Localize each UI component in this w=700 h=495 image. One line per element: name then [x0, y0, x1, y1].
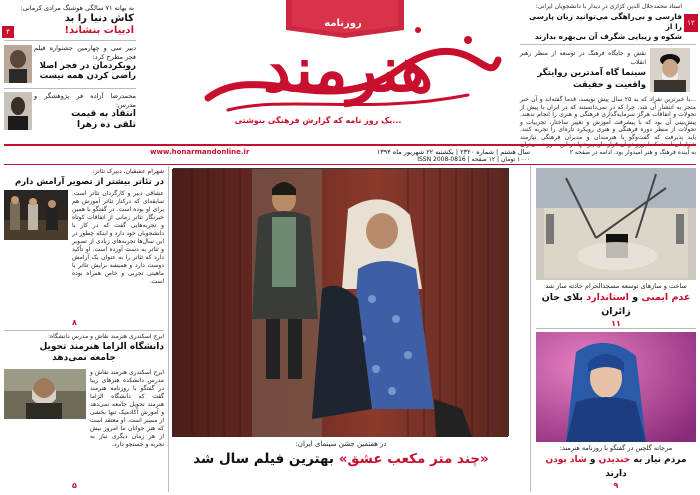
top-left-story — [4, 4, 134, 38]
left-item-1-headline-2: راضی کردن همه نیست — [39, 71, 136, 81]
top-right-sub — [520, 50, 646, 94]
mecca-page: ۱۱ — [611, 318, 621, 328]
masthead — [168, 0, 520, 150]
center-story — [173, 440, 509, 492]
left-item-1 — [34, 44, 136, 84]
center-headline-rest: بهترین فیلم سال شد — [193, 450, 334, 467]
column-rule-left — [168, 166, 169, 492]
top-right-lead: استاد محمدجلال الدین کزازی در دیدار با دانشجویان ایرانی: — [535, 3, 682, 10]
left-item-2 — [34, 92, 136, 132]
theater-page: ۸ — [72, 318, 77, 327]
actress-story — [536, 444, 696, 492]
actress-headline — [536, 453, 696, 481]
left-item-2-lead: محمدرضا آزاده فر پژوهشگر و مدرس: — [34, 92, 136, 109]
film-director-portrait — [4, 45, 32, 83]
theater-story — [4, 168, 164, 330]
actress-headline-mid: و — [589, 454, 596, 465]
column-rule-right — [530, 166, 531, 492]
editorial-body: ...با خبرترین نفراد که به ۲۵ سال پیش نویسد، قدما گفته‌اند و آن خبر منجر به انتشار آن شد. چرا که در نمی‌دانستند که در ایران با پیش از تحولات و اتفاقات هرگز سرمایه‌گذاری فرهنگی و هنری را انجام ندهند. پیش‌بینی آن بود که با پیشرفت آموزش و تغییر ساختار، تجربیات و تحولات از منظر دوره فرهنگی و هنری رویکرد تازه‌ای را تجربه کنند. باید پذیرفت که گفت‌وگو با هنرمندان و مدیران فرهنگی نیازمند به آینده فرهنگ و هنر امیدوار بود. ادامه در صفحه ۲ — [520, 96, 696, 156]
top-left-lead: به بهانه ۷۱ سالگی هوشنگ مرادی کرمانی: — [20, 4, 134, 12]
divider — [520, 44, 696, 45]
website: www.honarmandonline.ir — [150, 148, 250, 156]
header-rule — [4, 144, 696, 146]
university-headline-1: دانشگاه الزاما هنرمند تحویل — [39, 341, 164, 352]
divider — [4, 88, 136, 89]
top-right-sub-lead: نقش و جایگاه فرهنگ در توسعه از منظر رهبر انقلاب — [520, 50, 646, 66]
actress-photo — [536, 332, 696, 442]
actress-headline-post: دارند — [605, 468, 627, 479]
university-story — [4, 333, 164, 493]
actress-headline-pre: مردم نیاز به — [633, 454, 687, 465]
researcher-portrait — [4, 92, 32, 130]
actress-headline-red-1: خندیدن — [598, 454, 631, 465]
left-item-1-headline-1: رویکردمان در فجر اصلا — [39, 61, 136, 71]
top-right-story — [520, 3, 682, 43]
university-lead: ایرج اسکندری هنرمند نقاش و مدرس دانشگاه: — [48, 333, 164, 340]
film-still-photo — [173, 168, 509, 436]
mecca-crane-photo — [536, 168, 696, 280]
top-right-headline-1: فارسی و بی‌راهگی می‌توانید زبان پارسی را از — [529, 11, 682, 31]
top-right-page-badge: ۱۲ — [684, 14, 698, 32]
top-right-headline-2: شکوه و زیبایی شگرف آن بی‌بهره بدارند — [534, 31, 682, 41]
university-body: ایرج اسکندری هنرمند نقاش و مدرس دانشکده هنرهای زیبا در گفتگو با روزنامه هنرمند گفت که دانشگاه الزاما هنرمند تحویل جامعه نمی‌دهد و آموزش آکادمیک تنها بخشی از مسیر است. او معتقد است که هنر جوانان ما امروز بیش از هر زمان دیگری نیاز به تجربه و جستجو دارد. — [90, 369, 164, 448]
left-item-2-headline-1: انتقاد به قیمت — [71, 109, 136, 119]
top-left-page-badge: ۴ — [2, 26, 14, 38]
divider — [4, 330, 164, 331]
mecca-headline-mid: و — [632, 291, 639, 303]
header-rule-2 — [4, 164, 696, 165]
actress-headline-red-2: شاد بودن — [545, 454, 587, 465]
mecca-caption: ساخت و سازهای توسعه مسجدالحرام حادثه ساز شد — [545, 282, 687, 290]
mecca-headline-rest: بلای جان زائران — [541, 291, 631, 317]
center-lead: در هفتمین جشن سینمای ایران: — [295, 440, 387, 448]
mecca-headline-red-2: استاندارد — [586, 291, 629, 303]
theater-lead: شهرام عشقیان، دبیرک تئاتر: — [92, 168, 164, 175]
leader-portrait — [650, 48, 690, 92]
top-right-sub-headline-1: سینما گاه آمدترین روایتگر — [537, 68, 646, 78]
price-line: ۱۰۰۰ تومان | ۱۲ صفحه | ISSN 2008-0816 — [417, 156, 530, 163]
mecca-headline — [536, 291, 696, 319]
theater-body: عشاقی دبیر و کارگردان تئاتر است. سابقه‌ای که درکنار تئاتر آموزش هم برای او بوده است. در گفتگو با همین خبرنگار تئاتر زمانی از اتفاقات کوتاه و تجربه‌هایی گفت که در کار با دانشجویان خود دارد و اینکه چطور در این سال‌ها تجربه‌های زیادی از تصویر و تئاتر به دست آورده است. او تأکید دارد که تئاتر را به عنوان یک آرامش دوست دارد و همیشه برایش تئاتر با ماهیتی تجربی و خاص همراه بوده است. — [72, 190, 164, 285]
center-headline-quote: «چند متر مکعب عشق» — [338, 450, 489, 467]
divider — [536, 328, 696, 329]
masthead-title: هنرمند — [262, 33, 434, 106]
mecca-headline-red-1: عدم ایمنی — [641, 291, 691, 303]
divider — [4, 40, 136, 41]
issue-line: سال هشتم | شماره ۲۳۲۰ | یکشنبه ۲۲ شهریور ماه ۱۳۹۴ — [376, 148, 530, 156]
university-headline-2: جامعه نمی‌دهد — [52, 352, 116, 363]
mecca-story — [536, 282, 696, 326]
theater-headline: در تئاتر بیشتر از تصویر آرامش دارم — [15, 176, 164, 187]
top-left-headline-2: ادبیات بنشاند! — [64, 24, 134, 36]
top-right-sub-headline-2: واقعیت و حقیقت — [572, 80, 646, 90]
left-item-1-lead: دبیر سی و چهارمین جشنواره فیلم فجر مطرح کرد: — [34, 44, 136, 61]
center-headline — [173, 449, 509, 469]
top-left-headline-1: کاش دنیا را بد — [64, 12, 134, 24]
actress-page: ۹ — [613, 480, 619, 490]
university-page: ۵ — [72, 481, 77, 490]
daily-label: روزنامه — [324, 18, 362, 29]
left-item-2-headline-2: تلقی ده زهرا — [77, 120, 136, 130]
masthead-slogan: ...یک روز نامه که گزارش فرهنگی بنوشتی — [234, 116, 402, 125]
actress-caption: مرجانه گلچین در گفتگو با روزنامه هنرمند: — [559, 444, 673, 452]
